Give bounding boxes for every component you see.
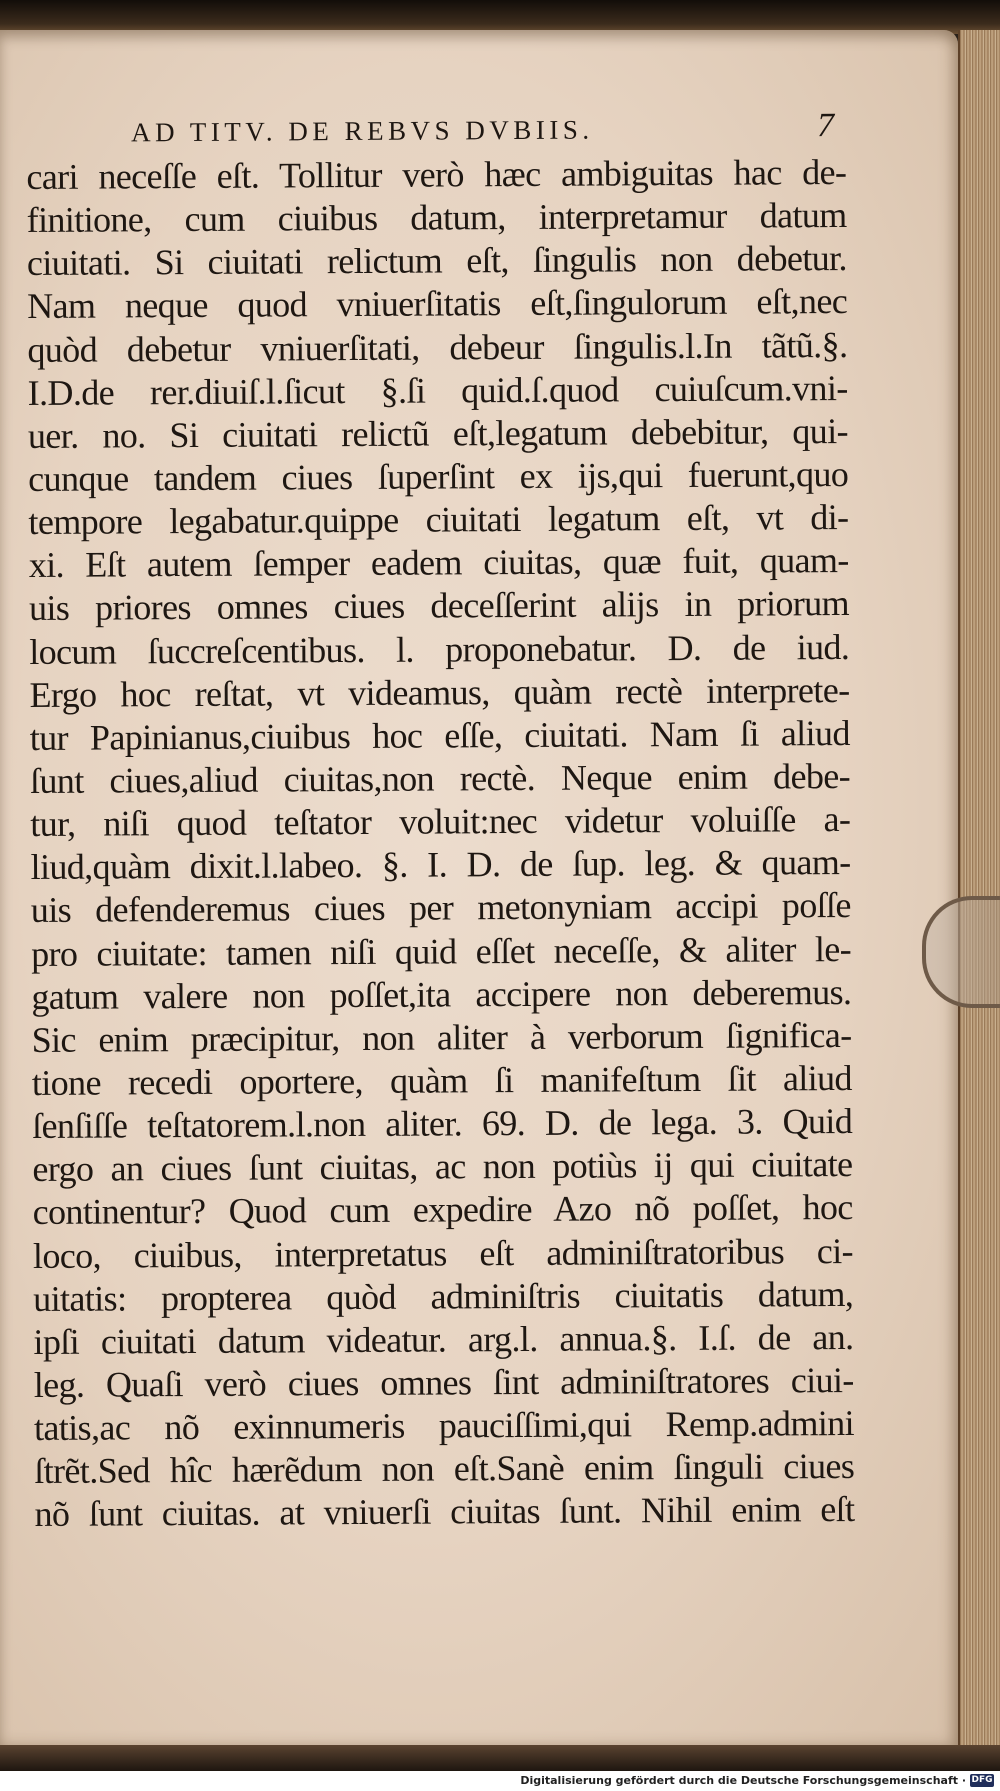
text-line: loco, ciuibus, interpretatus eſt adminiſtratoribus ci- [32, 1230, 854, 1276]
text-line: cunque tandem ciues ſuperſint ex ijs,qui fuerunt,quo [28, 453, 849, 499]
text-line: quòd debetur vniuerſitati, debeur ſingulis.l.In tãtũ.§. [27, 324, 848, 370]
text-line: pro ciuitate: tamen niſi quid eſſet neceſſe, & aliter le- [30, 928, 852, 974]
text-line: ipſi ciuitati datum videatur. arg.l. annua.§. I.ſ. de an. [33, 1316, 854, 1362]
text-line: continentur? Quod cum expedire Azo nõ poſſet, hoc [32, 1187, 853, 1233]
text-line: tempore legabatur.quippe ciuitati legatum eſt, vt di- [28, 497, 849, 543]
dfg-logo-icon: DFG [971, 1775, 993, 1785]
text-line: tatis,ac nõ exinnumeris pauciſſimi,qui Remp.admini [33, 1403, 855, 1449]
text-line: Ergo hoc reſtat, vt videamus, quàm rectè interprete- [29, 669, 850, 715]
running-head [26, 107, 846, 156]
text-line: tur, niſi quod teſtator voluit:nec videtur voluiſſe a- [30, 799, 851, 845]
body-text [26, 151, 854, 1536]
text-line: ciuitati. Si ciuitati relictum eſt, ſingulis non debetur. [26, 238, 848, 284]
text-line: uis priores omnes ciues deceſſerint alijs in priorum [28, 583, 850, 629]
text-line: Nam neque quod vniuerſitatis eſt,ſingulorum eſt,nec [27, 281, 848, 327]
text-block [26, 107, 855, 1536]
text-line: gatum valere non poſſet,ita accipere non deberemus. [31, 971, 852, 1017]
funding-credit: Digitalisierung gefördert durch die Deutsche Forschungsgemeinschaft · [520, 1774, 966, 1787]
running-head-title: AD TITV. DE REBVS DVBIIS. [131, 114, 594, 148]
text-line: Sic enim præcipitur, non aliter à verborum ſignifica- [31, 1014, 852, 1060]
text-line: uis defenderemus ciues per metonyniam accipi poſſe [30, 885, 851, 931]
text-line: ſunt ciues,aliud ciuitas,non rectè. Neque enim debe- [29, 755, 851, 801]
text-line: cari neceſſe eſt. Tollitur verò hæc ambiguitas hac de- [26, 151, 847, 197]
text-line: tur Papinianus,ciuibus hoc eſſe, ciuitati. Nam ſi aliud [29, 712, 850, 758]
page-number: 7 [816, 107, 835, 145]
text-line: leg. Quaſi verò ciues omnes ſint adminiſtratores ciui- [33, 1359, 854, 1405]
text-line: I.D.de rer.diuiſ.l.ſicut §.ſi quid.ſ.quod cuiuſcum.vni- [27, 367, 848, 413]
book-cover-top [0, 0, 1000, 34]
text-line: ſenſiſſe teſtatorem.l.non aliter. 69. D. de lega. 3. Quid [32, 1101, 853, 1147]
text-line: nõ ſunt ciuitas. at vniuerſi ciuitas ſunt. Nihil enim eſt [34, 1489, 855, 1535]
text-line: ergo an ciues ſunt ciuitas, ac non potiùs ij qui ciuitate [32, 1144, 853, 1190]
text-line: liud,quàm dixit.l.labeo. §. I. D. de ſup. leg. & quam- [30, 842, 851, 888]
text-line: tione recedi oportere, quàm ſi manifeſtum ſit aliud [31, 1057, 853, 1103]
text-line: uitatis: propterea quòd adminiſtris ciuitatis datum, [33, 1273, 854, 1319]
text-line: xi. Eſt autem ſemper eadem ciuitas, quæ fuit, quam- [28, 540, 849, 586]
book-cover-bottom [0, 1745, 1000, 1771]
text-line: locum ſuccreſcentibus. l. proponebatur. D. de iud. [29, 626, 850, 672]
digitization-footer [0, 1771, 1000, 1791]
text-line: ſtrẽt.Sed hîc hærẽdum non eſt.Sanè enim ſinguli ciues [34, 1446, 855, 1492]
book-clasp [922, 896, 1000, 1008]
page-edges [958, 30, 1000, 1745]
text-line: uer. no. Si ciuitati relictũ eſt,legatum debebitur, qui- [27, 410, 849, 456]
text-line: finitione, cum ciuibus datum, interpretamur datum [26, 195, 847, 241]
